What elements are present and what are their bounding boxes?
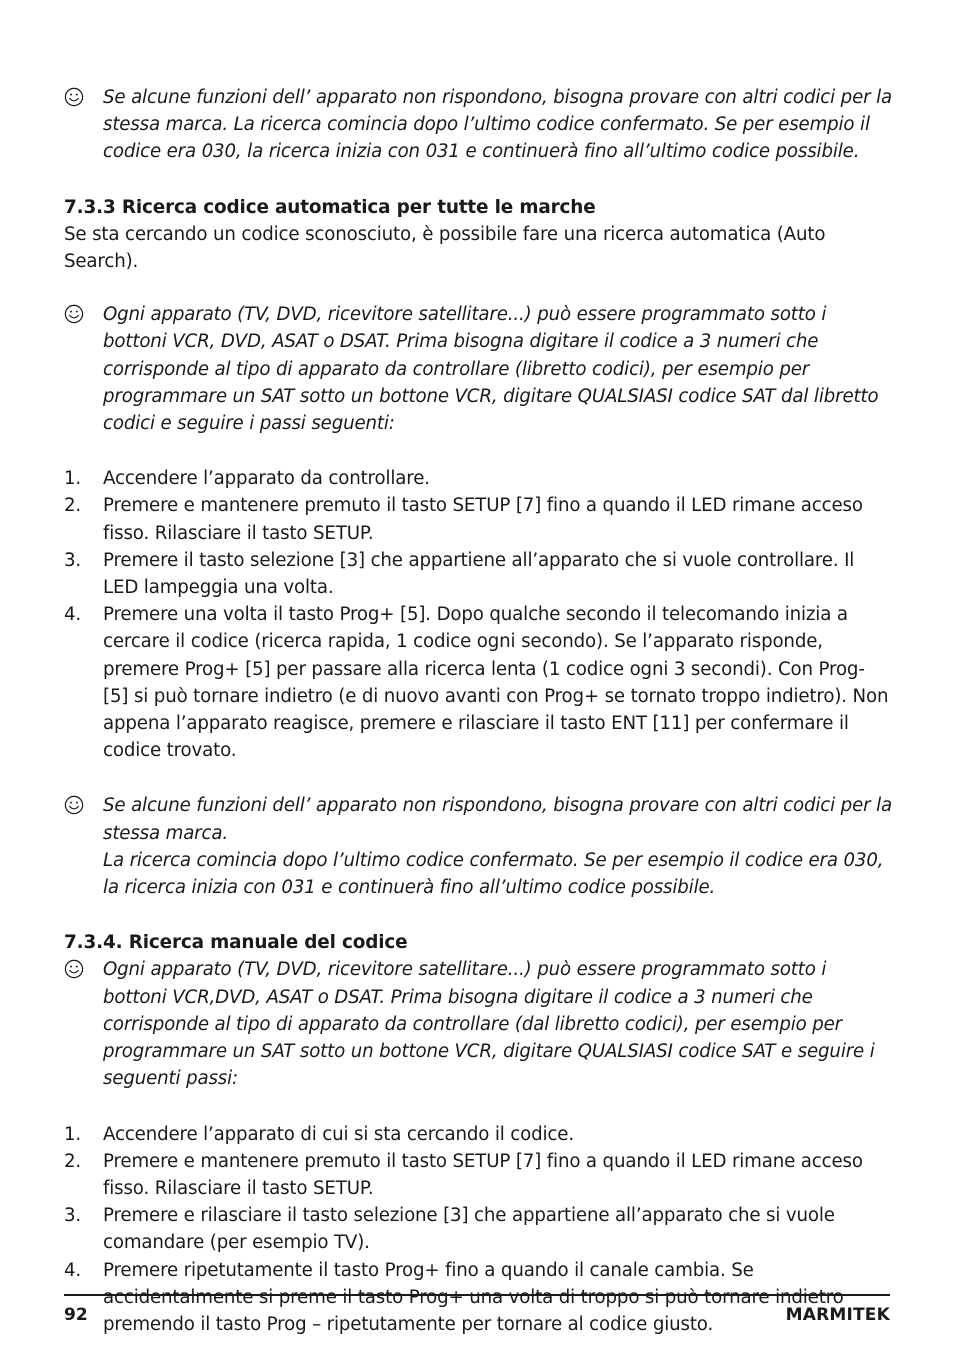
step-number: 3.	[64, 549, 82, 571]
note-text: Ogni apparato (TV, DVD, ricevitore satellitare...) può essere programmato sotto i bottoni VCR, DVD, ASAT o DSAT. Prima bisogna digitare il codice a 3 numeri che corrisponde al tipo di apparato da controllare (libretto codici), per esempio per programmare un SAT sotto un bottone VCR, digitare QUALSIASI codice SAT dal libretto codici e seguire i passi seguenti:	[103, 304, 879, 435]
smiley-face-icon	[64, 304, 84, 324]
list-item	[64, 1257, 894, 1339]
step-text: Accendere l’apparato da controllare.	[103, 468, 430, 490]
list-item	[64, 601, 894, 764]
smiley-face-icon	[64, 959, 84, 979]
list-item	[64, 492, 894, 546]
step-text: Premere e mantenere premuto il tasto SETUP [7] fino a quando il LED rimane acceso fisso. Rilasciare il tasto SETUP.	[103, 1150, 863, 1199]
section-intro: Se sta cercando un codice sconosciuto, è possibile fare una ricerca automatica (Auto Search).	[64, 223, 826, 273]
steps-list-manual-search	[64, 1121, 894, 1339]
section-heading-733: 7.3.3 Ricerca codice automatica per tutte le marche	[64, 196, 596, 218]
step-text: Premere ripetutamente il tasto Prog+ fino a quando il canale cambia. Se accidentalmente si preme il tasto Prog+ una volta di troppo si può tornare indietro premendo il tasto Prog – ripetutamente per tornare al codice giusto.	[103, 1259, 844, 1335]
list-item	[64, 1202, 894, 1256]
step-number: 3.	[64, 1205, 82, 1227]
tip-note	[64, 956, 894, 1092]
tip-note	[64, 84, 894, 166]
note-text: La ricerca comincia dopo l’ultimo codice confermato. Se per esempio il codice era 030, la ricerca inizia con 031 e continuerà fino all’ultimo codice possibile.	[103, 849, 884, 899]
list-item	[64, 547, 894, 601]
list-item	[64, 1121, 894, 1148]
step-text: Premere una volta il tasto Prog+ [5]. Dopo qualche secondo il telecomando inizia a cercare il codice (ricerca rapida, 1 codice ogni secondo). Se l’apparato risponde, premere Prog+ [5] per passare alla ricerca lenta (1 codice ogni 3 secondi). Con Prog- [5] si può tornare indietro (e di nuovo avanti con Prog+ se tornato troppo indietro). Non appena l’apparato reagisce, premere e rilasciare il tasto ENT [11] per confermare il codice trovato.	[103, 604, 889, 762]
tip-note	[64, 792, 894, 901]
tip-note	[64, 301, 894, 437]
smiley-face-icon	[64, 795, 84, 815]
list-item	[64, 465, 894, 492]
list-item	[64, 1148, 894, 1202]
step-number: 4.	[64, 604, 82, 626]
smiley-face-icon	[64, 87, 84, 107]
page-number: 92	[64, 1305, 88, 1325]
note-text: Se alcune funzioni dell’ apparato non rispondono, bisogna provare con altri codici per la stessa marca. La ricerca comincia dopo l’ultimo codice confermato. Se per esempio il codice era 030, la ricerca inizia con 031 e continuerà fino all’ultimo codice possibile.	[103, 87, 892, 163]
steps-list-auto-search	[64, 465, 894, 764]
section-heading-734: 7.3.4. Ricerca manuale del codice	[64, 932, 408, 954]
step-number: 2.	[64, 1150, 82, 1172]
step-text: Premere il tasto selezione [3] che appartiene all’apparato che si vuole controllare. Il LED lampeggia una volta.	[103, 549, 855, 599]
manual-page	[64, 84, 894, 1338]
footer-divider	[64, 1294, 890, 1296]
step-number: 4.	[64, 1259, 82, 1281]
step-number: 1.	[64, 1123, 82, 1145]
brand-name: MARMITEK	[785, 1305, 890, 1325]
note-text: Ogni apparato (TV, DVD, ricevitore satellitare...) può essere programmato sotto i bottoni VCR,DVD, ASAT o DSAT. Prima bisogna digitare il codice a 3 numeri che corrisponde al tipo di apparato da controllare (dal libretto codici), per esempio per programmare un SAT sotto un bottone VCR, digitare QUALSIASI codice SAT e seguire i seguenti passi:	[103, 959, 875, 1090]
step-text: Premere e mantenere premuto il tasto SETUP [7] fino a quando il LED rimane acceso fisso. Rilasciare il tasto SETUP.	[103, 495, 863, 544]
note-text: Se alcune funzioni dell’ apparato non rispondono, bisogna provare con altri codici per la stessa marca.	[103, 795, 892, 844]
step-number: 1.	[64, 468, 82, 490]
step-text: Accendere l’apparato di cui si sta cercando il codice.	[103, 1123, 574, 1145]
step-text: Premere e rilasciare il tasto selezione [3] che appartiene all’apparato che si vuole comandare (per esempio TV).	[103, 1205, 835, 1254]
step-number: 2.	[64, 495, 82, 517]
